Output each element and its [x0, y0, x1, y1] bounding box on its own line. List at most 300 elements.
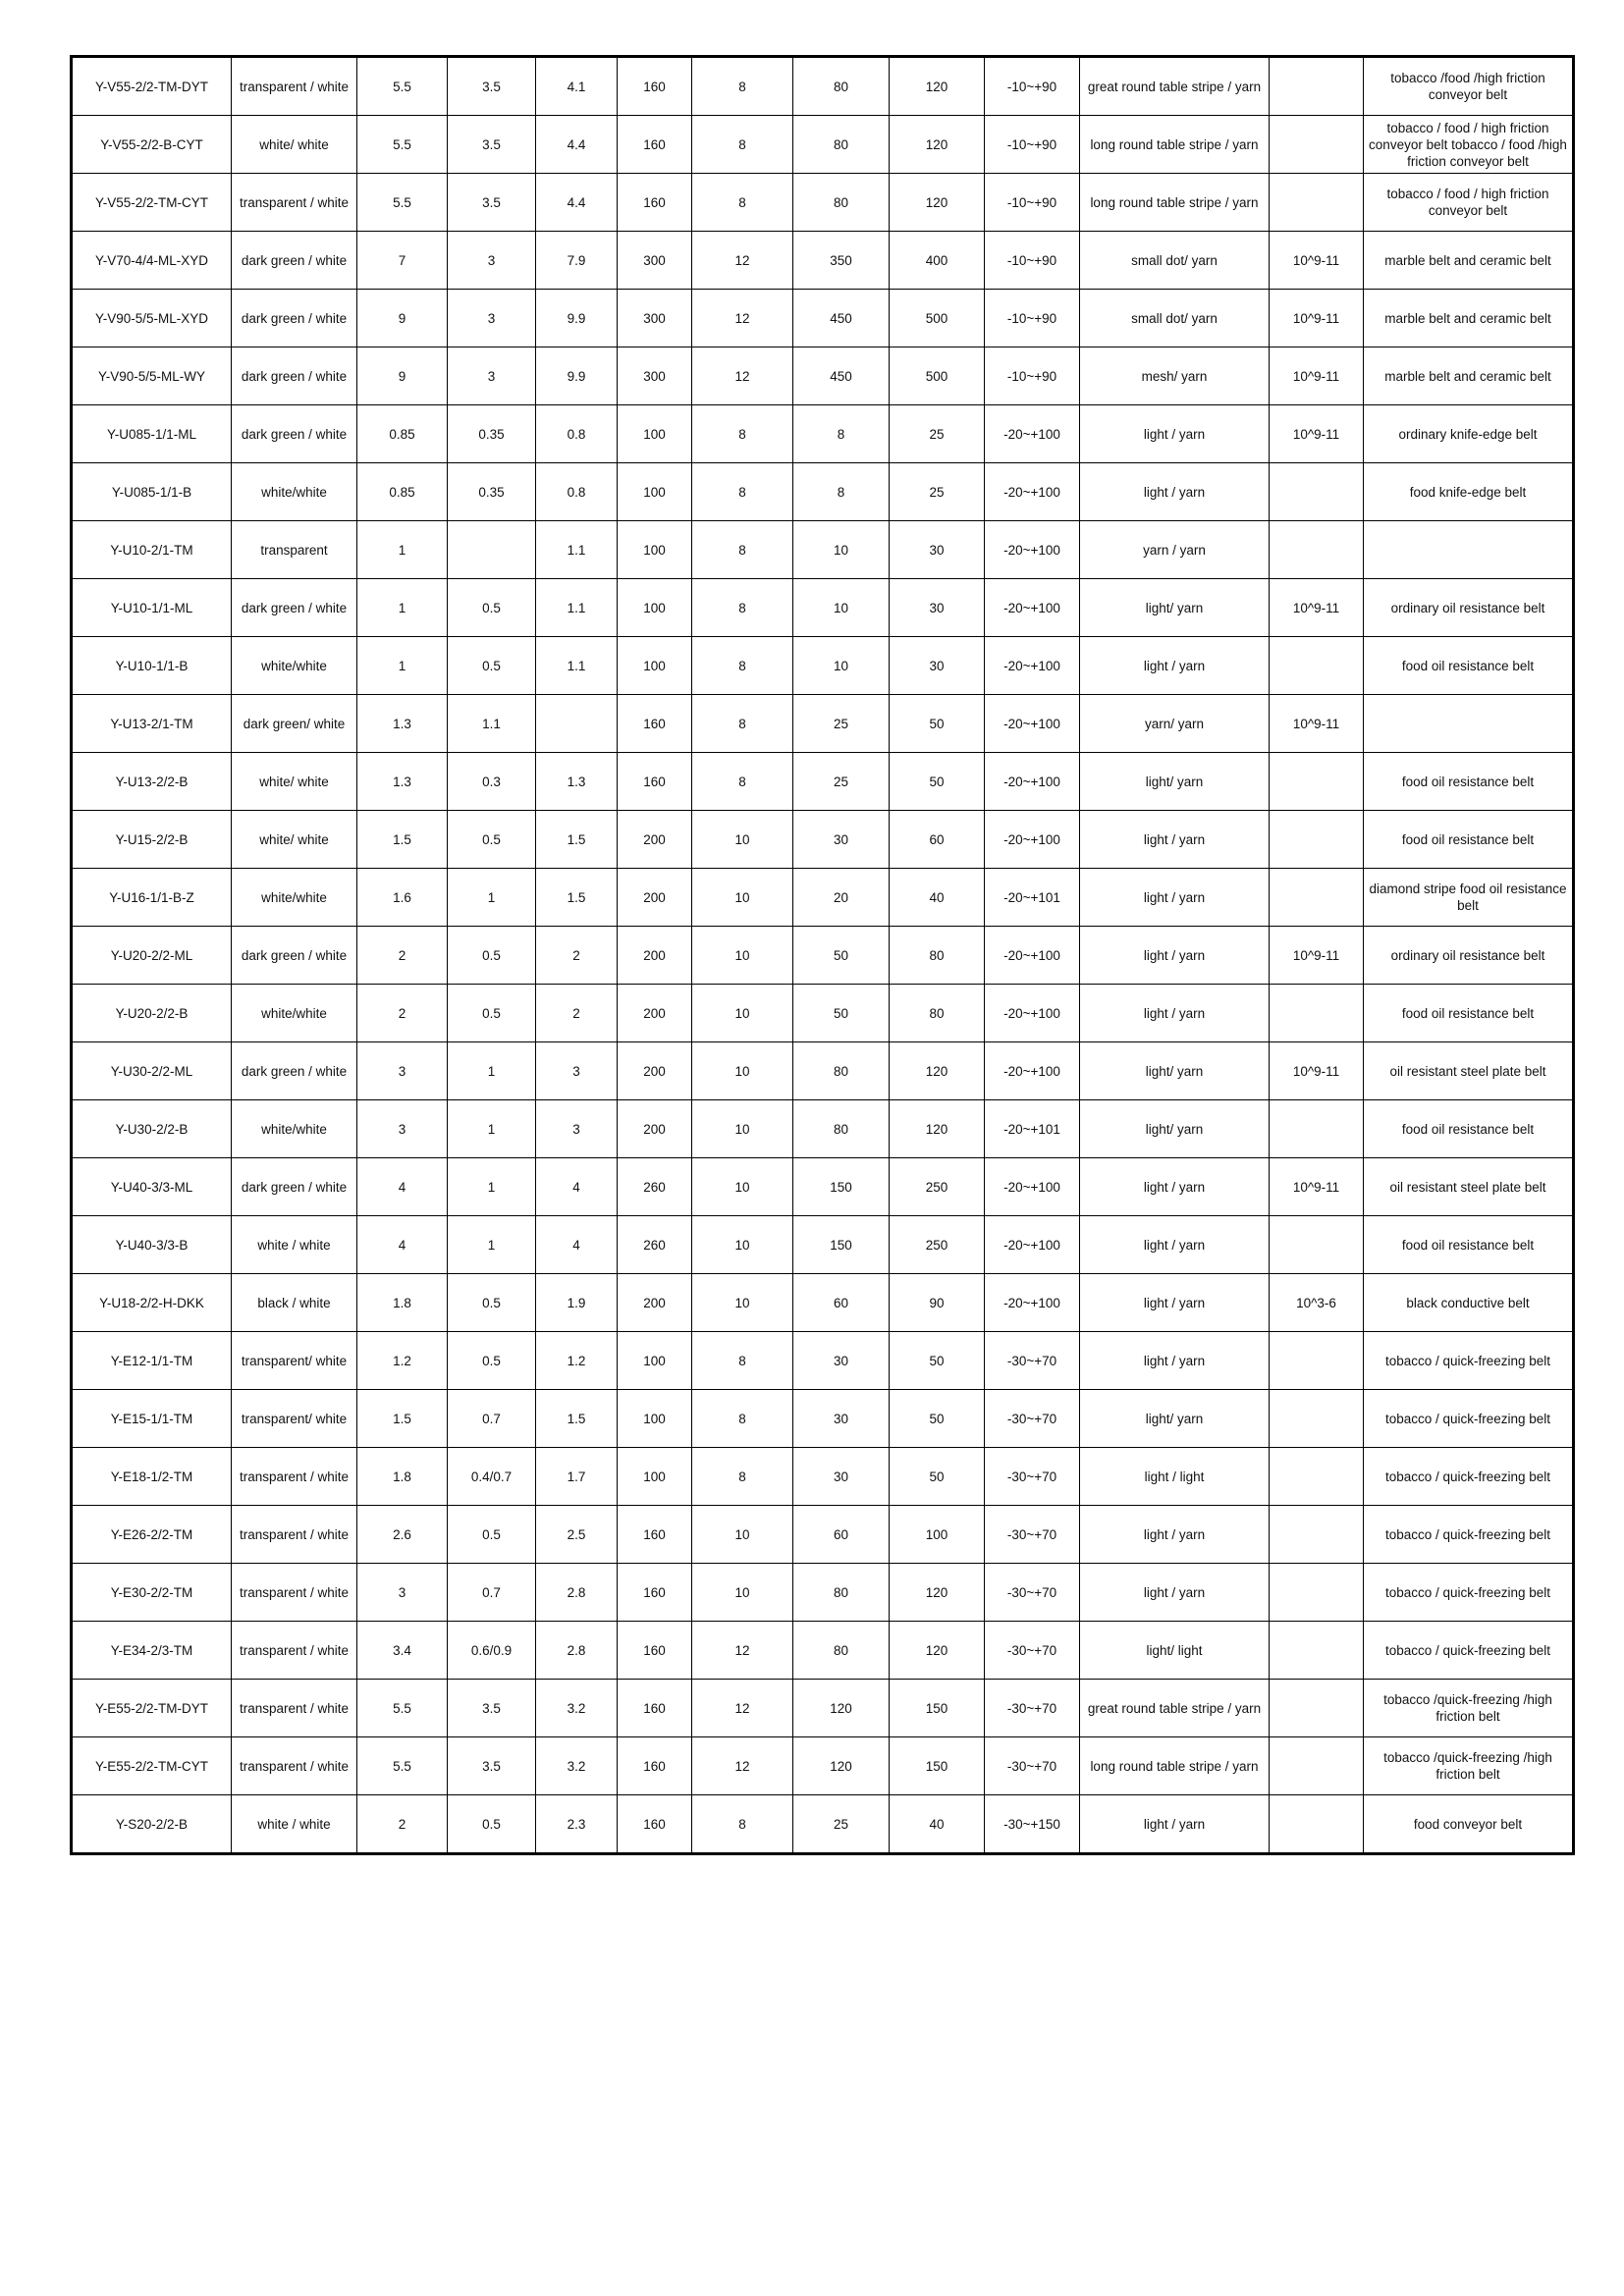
thickness-cell: 9	[357, 290, 448, 347]
table-row	[72, 985, 1574, 1042]
thickness-cell: 2	[357, 1795, 448, 1854]
temperature-range-cell: -30~+70	[985, 1622, 1080, 1680]
weight-cell: 2	[536, 927, 618, 985]
temperature-range-cell: -30~+150	[985, 1795, 1080, 1854]
surface-bottom-cell: light / yarn	[1080, 811, 1270, 869]
weight-cell: 2	[536, 985, 618, 1042]
breaking-force-cell: 25	[890, 405, 985, 463]
color-cell: dark green / white	[232, 405, 357, 463]
breaking-force-cell: 90	[890, 1274, 985, 1332]
min-pulley-cell: 260	[618, 1158, 692, 1216]
temp-pulley-cell: 10	[692, 1042, 793, 1100]
min-pulley-cell: 100	[618, 521, 692, 579]
temp-pulley-cell: 8	[692, 1332, 793, 1390]
table-row	[72, 695, 1574, 753]
min-pulley-cell: 160	[618, 1737, 692, 1795]
temp-pulley-cell: 10	[692, 927, 793, 985]
tension-cell: 8	[793, 405, 890, 463]
color-cell: dark green / white	[232, 347, 357, 405]
surface-bottom-cell: small dot/ yarn	[1080, 290, 1270, 347]
thickness-cell: 2	[357, 927, 448, 985]
resistance-cell	[1270, 1622, 1364, 1680]
temperature-range-cell: -30~+70	[985, 1390, 1080, 1448]
application-cell: diamond stripe food oil resistance belt	[1364, 869, 1574, 927]
min-pulley-cell: 160	[618, 1680, 692, 1737]
temperature-range-cell: -20~+100	[985, 637, 1080, 695]
color-cell: transparent / white	[232, 174, 357, 232]
application-cell: food knife-edge belt	[1364, 463, 1574, 521]
table-row	[72, 811, 1574, 869]
thickness-cell: 5.5	[357, 1737, 448, 1795]
weight-cell: 0.8	[536, 463, 618, 521]
breaking-force-cell: 30	[890, 637, 985, 695]
tension-cell: 25	[793, 753, 890, 811]
resistance-cell: 10^9-11	[1270, 232, 1364, 290]
temp-pulley-cell: 10	[692, 869, 793, 927]
tension-cell: 30	[793, 811, 890, 869]
surface-bottom-cell: light / yarn	[1080, 1795, 1270, 1854]
tension-cell: 20	[793, 869, 890, 927]
weight-cell: 2.8	[536, 1622, 618, 1680]
application-cell: ordinary knife-edge belt	[1364, 405, 1574, 463]
model-cell: Y-U10-1/1-ML	[72, 579, 232, 637]
temperature-range-cell: -20~+100	[985, 985, 1080, 1042]
cover-thickness-cell: 3.5	[448, 116, 536, 174]
resistance-cell	[1270, 869, 1364, 927]
resistance-cell: 10^9-11	[1270, 290, 1364, 347]
resistance-cell	[1270, 1332, 1364, 1390]
resistance-cell	[1270, 1680, 1364, 1737]
tension-cell: 25	[793, 1795, 890, 1854]
breaking-force-cell: 50	[890, 1448, 985, 1506]
temperature-range-cell: -30~+70	[985, 1506, 1080, 1564]
resistance-cell	[1270, 1216, 1364, 1274]
color-cell: white/ white	[232, 811, 357, 869]
surface-bottom-cell: light / yarn	[1080, 463, 1270, 521]
temp-pulley-cell: 12	[692, 1737, 793, 1795]
breaking-force-cell: 80	[890, 985, 985, 1042]
cover-thickness-cell: 3	[448, 290, 536, 347]
surface-bottom-cell: light / yarn	[1080, 1332, 1270, 1390]
temperature-range-cell: -20~+101	[985, 1100, 1080, 1158]
cover-thickness-cell: 1	[448, 1042, 536, 1100]
temperature-range-cell: -10~+90	[985, 290, 1080, 347]
cover-thickness-cell: 0.5	[448, 1332, 536, 1390]
weight-cell: 3.2	[536, 1737, 618, 1795]
temp-pulley-cell: 10	[692, 1158, 793, 1216]
weight-cell: 0.8	[536, 405, 618, 463]
tension-cell: 60	[793, 1274, 890, 1332]
resistance-cell	[1270, 1737, 1364, 1795]
breaking-force-cell: 500	[890, 347, 985, 405]
temp-pulley-cell: 10	[692, 1274, 793, 1332]
temp-pulley-cell: 8	[692, 695, 793, 753]
breaking-force-cell: 50	[890, 695, 985, 753]
breaking-force-cell: 150	[890, 1737, 985, 1795]
resistance-cell: 10^9-11	[1270, 695, 1364, 753]
temp-pulley-cell: 12	[692, 347, 793, 405]
weight-cell: 2.3	[536, 1795, 618, 1854]
breaking-force-cell: 120	[890, 1100, 985, 1158]
weight-cell: 3.2	[536, 1680, 618, 1737]
temperature-range-cell: -30~+70	[985, 1564, 1080, 1622]
weight-cell: 7.9	[536, 232, 618, 290]
temp-pulley-cell: 10	[692, 811, 793, 869]
temperature-range-cell: -20~+100	[985, 811, 1080, 869]
temp-pulley-cell: 8	[692, 174, 793, 232]
weight-cell: 9.9	[536, 290, 618, 347]
weight-cell	[536, 695, 618, 753]
surface-bottom-cell: long round table stripe / yarn	[1080, 116, 1270, 174]
weight-cell: 9.9	[536, 347, 618, 405]
surface-bottom-cell: light / yarn	[1080, 1158, 1270, 1216]
table-row	[72, 347, 1574, 405]
thickness-cell: 4	[357, 1158, 448, 1216]
model-cell: Y-E55-2/2-TM-DYT	[72, 1680, 232, 1737]
weight-cell: 4.4	[536, 174, 618, 232]
model-cell: Y-E15-1/1-TM	[72, 1390, 232, 1448]
min-pulley-cell: 200	[618, 927, 692, 985]
temperature-range-cell: -10~+90	[985, 174, 1080, 232]
breaking-force-cell: 40	[890, 869, 985, 927]
color-cell: dark green/ white	[232, 695, 357, 753]
tension-cell: 80	[793, 1622, 890, 1680]
resistance-cell	[1270, 1390, 1364, 1448]
tension-cell: 25	[793, 695, 890, 753]
color-cell: transparent / white	[232, 1448, 357, 1506]
application-cell: tobacco / quick-freezing belt	[1364, 1332, 1574, 1390]
min-pulley-cell: 300	[618, 347, 692, 405]
table-row	[72, 57, 1574, 116]
surface-bottom-cell: great round table stripe / yarn	[1080, 57, 1270, 116]
cover-thickness-cell: 3	[448, 232, 536, 290]
weight-cell: 1.9	[536, 1274, 618, 1332]
resistance-cell	[1270, 116, 1364, 174]
table-row	[72, 1274, 1574, 1332]
table-row	[72, 1158, 1574, 1216]
temp-pulley-cell: 10	[692, 1216, 793, 1274]
min-pulley-cell: 160	[618, 1564, 692, 1622]
weight-cell: 4	[536, 1216, 618, 1274]
temperature-range-cell: -10~+90	[985, 232, 1080, 290]
model-cell: Y-U20-2/2-B	[72, 985, 232, 1042]
surface-bottom-cell: light / yarn	[1080, 405, 1270, 463]
thickness-cell: 2.6	[357, 1506, 448, 1564]
model-cell: Y-E26-2/2-TM	[72, 1506, 232, 1564]
thickness-cell: 0.85	[357, 405, 448, 463]
temp-pulley-cell: 10	[692, 985, 793, 1042]
cover-thickness-cell: 0.6/0.9	[448, 1622, 536, 1680]
resistance-cell	[1270, 753, 1364, 811]
model-cell: Y-S20-2/2-B	[72, 1795, 232, 1854]
surface-bottom-cell: long round table stripe / yarn	[1080, 1737, 1270, 1795]
application-cell: tobacco /quick-freezing /high friction belt	[1364, 1737, 1574, 1795]
table-row	[72, 1332, 1574, 1390]
table-row	[72, 579, 1574, 637]
resistance-cell	[1270, 463, 1364, 521]
color-cell: transparent/ white	[232, 1332, 357, 1390]
min-pulley-cell: 200	[618, 1274, 692, 1332]
surface-bottom-cell: great round table stripe / yarn	[1080, 1680, 1270, 1737]
breaking-force-cell: 40	[890, 1795, 985, 1854]
color-cell: dark green / white	[232, 232, 357, 290]
weight-cell: 4.4	[536, 116, 618, 174]
resistance-cell: 10^9-11	[1270, 579, 1364, 637]
tension-cell: 80	[793, 1042, 890, 1100]
thickness-cell: 1.5	[357, 1390, 448, 1448]
surface-bottom-cell: light/ yarn	[1080, 1100, 1270, 1158]
model-cell: Y-E18-1/2-TM	[72, 1448, 232, 1506]
color-cell: white / white	[232, 1795, 357, 1854]
surface-bottom-cell: light / yarn	[1080, 1564, 1270, 1622]
thickness-cell: 4	[357, 1216, 448, 1274]
weight-cell: 1.5	[536, 869, 618, 927]
tension-cell: 80	[793, 57, 890, 116]
resistance-cell: 10^9-11	[1270, 1042, 1364, 1100]
color-cell: white/ white	[232, 116, 357, 174]
min-pulley-cell: 160	[618, 57, 692, 116]
min-pulley-cell: 100	[618, 579, 692, 637]
cover-thickness-cell: 3.5	[448, 57, 536, 116]
min-pulley-cell: 160	[618, 1795, 692, 1854]
temp-pulley-cell: 10	[692, 1506, 793, 1564]
tension-cell: 150	[793, 1216, 890, 1274]
thickness-cell: 1.3	[357, 753, 448, 811]
application-cell: food oil resistance belt	[1364, 811, 1574, 869]
thickness-cell: 5.5	[357, 174, 448, 232]
tension-cell: 10	[793, 579, 890, 637]
resistance-cell	[1270, 1795, 1364, 1854]
resistance-cell	[1270, 1564, 1364, 1622]
application-cell: marble belt and ceramic belt	[1364, 290, 1574, 347]
temp-pulley-cell: 8	[692, 405, 793, 463]
tension-cell: 30	[793, 1332, 890, 1390]
color-cell: transparent	[232, 521, 357, 579]
model-cell: Y-U10-2/1-TM	[72, 521, 232, 579]
model-cell: Y-V70-4/4-ML-XYD	[72, 232, 232, 290]
table-row	[72, 1216, 1574, 1274]
tension-cell: 120	[793, 1737, 890, 1795]
temperature-range-cell: -20~+100	[985, 1216, 1080, 1274]
tension-cell: 50	[793, 985, 890, 1042]
breaking-force-cell: 50	[890, 753, 985, 811]
temperature-range-cell: -10~+90	[985, 116, 1080, 174]
model-cell: Y-E55-2/2-TM-CYT	[72, 1737, 232, 1795]
table-row	[72, 1795, 1574, 1854]
breaking-force-cell: 100	[890, 1506, 985, 1564]
tension-cell: 30	[793, 1448, 890, 1506]
table-row	[72, 1622, 1574, 1680]
temp-pulley-cell: 8	[692, 1795, 793, 1854]
model-cell: Y-U16-1/1-B-Z	[72, 869, 232, 927]
application-cell: tobacco / food / high friction conveyor belt tobacco / food /high friction conveyor belt	[1364, 116, 1574, 174]
breaking-force-cell: 120	[890, 1042, 985, 1100]
resistance-cell: 10^9-11	[1270, 405, 1364, 463]
belt-spec-table	[70, 55, 1575, 1855]
model-cell: Y-V55-2/2-B-CYT	[72, 116, 232, 174]
surface-bottom-cell: light / yarn	[1080, 1274, 1270, 1332]
breaking-force-cell: 120	[890, 116, 985, 174]
temperature-range-cell: -20~+100	[985, 1042, 1080, 1100]
model-cell: Y-U15-2/2-B	[72, 811, 232, 869]
application-cell: food oil resistance belt	[1364, 985, 1574, 1042]
weight-cell: 2.8	[536, 1564, 618, 1622]
model-cell: Y-U13-2/1-TM	[72, 695, 232, 753]
min-pulley-cell: 160	[618, 1506, 692, 1564]
cover-thickness-cell: 0.3	[448, 753, 536, 811]
thickness-cell: 7	[357, 232, 448, 290]
table-row	[72, 1390, 1574, 1448]
min-pulley-cell: 160	[618, 1622, 692, 1680]
application-cell: tobacco /quick-freezing /high friction belt	[1364, 1680, 1574, 1737]
application-cell	[1364, 695, 1574, 753]
cover-thickness-cell: 0.5	[448, 1506, 536, 1564]
min-pulley-cell: 200	[618, 985, 692, 1042]
tension-cell: 30	[793, 1390, 890, 1448]
min-pulley-cell: 300	[618, 290, 692, 347]
model-cell: Y-V90-5/5-ML-XYD	[72, 290, 232, 347]
application-cell: food oil resistance belt	[1364, 1100, 1574, 1158]
weight-cell: 1.7	[536, 1448, 618, 1506]
surface-bottom-cell: light/ yarn	[1080, 579, 1270, 637]
min-pulley-cell: 100	[618, 1332, 692, 1390]
table-body	[72, 57, 1574, 1854]
thickness-cell: 5.5	[357, 57, 448, 116]
surface-bottom-cell: light / yarn	[1080, 1506, 1270, 1564]
breaking-force-cell: 30	[890, 521, 985, 579]
color-cell: white/white	[232, 1100, 357, 1158]
application-cell: food oil resistance belt	[1364, 753, 1574, 811]
table-row	[72, 1737, 1574, 1795]
cover-thickness-cell: 3.5	[448, 1737, 536, 1795]
color-cell: dark green / white	[232, 290, 357, 347]
surface-bottom-cell: long round table stripe / yarn	[1080, 174, 1270, 232]
cover-thickness-cell: 1	[448, 1216, 536, 1274]
temp-pulley-cell: 12	[692, 1680, 793, 1737]
cover-thickness-cell: 0.7	[448, 1564, 536, 1622]
thickness-cell: 3	[357, 1564, 448, 1622]
surface-bottom-cell: light/ yarn	[1080, 753, 1270, 811]
model-cell: Y-U30-2/2-ML	[72, 1042, 232, 1100]
model-cell: Y-U13-2/2-B	[72, 753, 232, 811]
model-cell: Y-U10-1/1-B	[72, 637, 232, 695]
weight-cell: 3	[536, 1042, 618, 1100]
surface-bottom-cell: light / yarn	[1080, 869, 1270, 927]
table-row	[72, 1564, 1574, 1622]
temperature-range-cell: -20~+100	[985, 463, 1080, 521]
tension-cell: 10	[793, 521, 890, 579]
breaking-force-cell: 50	[890, 1390, 985, 1448]
tension-cell: 450	[793, 290, 890, 347]
cover-thickness-cell: 1	[448, 1100, 536, 1158]
cover-thickness-cell: 3	[448, 347, 536, 405]
breaking-force-cell: 25	[890, 463, 985, 521]
temperature-range-cell: -30~+70	[985, 1737, 1080, 1795]
temp-pulley-cell: 12	[692, 232, 793, 290]
application-cell: tobacco /food /high friction conveyor belt	[1364, 57, 1574, 116]
application-cell: food conveyor belt	[1364, 1795, 1574, 1854]
resistance-cell	[1270, 811, 1364, 869]
color-cell: transparent / white	[232, 1622, 357, 1680]
color-cell: transparent / white	[232, 1737, 357, 1795]
breaking-force-cell: 80	[890, 927, 985, 985]
cover-thickness-cell: 3.5	[448, 174, 536, 232]
tension-cell: 120	[793, 1680, 890, 1737]
temp-pulley-cell: 12	[692, 1622, 793, 1680]
color-cell: white/white	[232, 869, 357, 927]
cover-thickness-cell: 0.5	[448, 1795, 536, 1854]
table-row	[72, 1448, 1574, 1506]
thickness-cell: 5.5	[357, 116, 448, 174]
model-cell: Y-U40-3/3-ML	[72, 1158, 232, 1216]
min-pulley-cell: 160	[618, 116, 692, 174]
thickness-cell: 5.5	[357, 1680, 448, 1737]
resistance-cell	[1270, 57, 1364, 116]
weight-cell: 4	[536, 1158, 618, 1216]
cover-thickness-cell: 0.5	[448, 1274, 536, 1332]
cover-thickness-cell: 0.7	[448, 1390, 536, 1448]
thickness-cell: 1.8	[357, 1274, 448, 1332]
color-cell: transparent / white	[232, 1564, 357, 1622]
table-row	[72, 927, 1574, 985]
resistance-cell	[1270, 521, 1364, 579]
model-cell: Y-V55-2/2-TM-DYT	[72, 57, 232, 116]
temperature-range-cell: -20~+101	[985, 869, 1080, 927]
surface-bottom-cell: mesh/ yarn	[1080, 347, 1270, 405]
table-row	[72, 753, 1574, 811]
temp-pulley-cell: 8	[692, 1448, 793, 1506]
min-pulley-cell: 100	[618, 405, 692, 463]
temp-pulley-cell: 8	[692, 637, 793, 695]
cover-thickness-cell: 1	[448, 1158, 536, 1216]
thickness-cell: 1.8	[357, 1448, 448, 1506]
cover-thickness-cell: 0.35	[448, 405, 536, 463]
application-cell: oil resistant steel plate belt	[1364, 1042, 1574, 1100]
tension-cell: 50	[793, 927, 890, 985]
color-cell: transparent / white	[232, 1680, 357, 1737]
color-cell: dark green / white	[232, 927, 357, 985]
application-cell: marble belt and ceramic belt	[1364, 232, 1574, 290]
temperature-range-cell: -20~+100	[985, 405, 1080, 463]
weight-cell: 1.2	[536, 1332, 618, 1390]
weight-cell: 4.1	[536, 57, 618, 116]
temp-pulley-cell: 8	[692, 753, 793, 811]
temp-pulley-cell: 10	[692, 1564, 793, 1622]
breaking-force-cell: 30	[890, 579, 985, 637]
temperature-range-cell: -30~+70	[985, 1448, 1080, 1506]
thickness-cell: 2	[357, 985, 448, 1042]
table-row	[72, 637, 1574, 695]
cover-thickness-cell: 0.35	[448, 463, 536, 521]
table-row	[72, 116, 1574, 174]
tension-cell: 80	[793, 174, 890, 232]
application-cell: tobacco / quick-freezing belt	[1364, 1448, 1574, 1506]
breaking-force-cell: 120	[890, 174, 985, 232]
application-cell: oil resistant steel plate belt	[1364, 1158, 1574, 1216]
weight-cell: 3	[536, 1100, 618, 1158]
model-cell: Y-U30-2/2-B	[72, 1100, 232, 1158]
temp-pulley-cell: 8	[692, 57, 793, 116]
color-cell: transparent/ white	[232, 1390, 357, 1448]
tension-cell: 150	[793, 1158, 890, 1216]
min-pulley-cell: 300	[618, 232, 692, 290]
table-row	[72, 869, 1574, 927]
resistance-cell	[1270, 1506, 1364, 1564]
min-pulley-cell: 160	[618, 753, 692, 811]
cover-thickness-cell: 1.1	[448, 695, 536, 753]
resistance-cell: 10^9-11	[1270, 347, 1364, 405]
application-cell: tobacco / quick-freezing belt	[1364, 1390, 1574, 1448]
